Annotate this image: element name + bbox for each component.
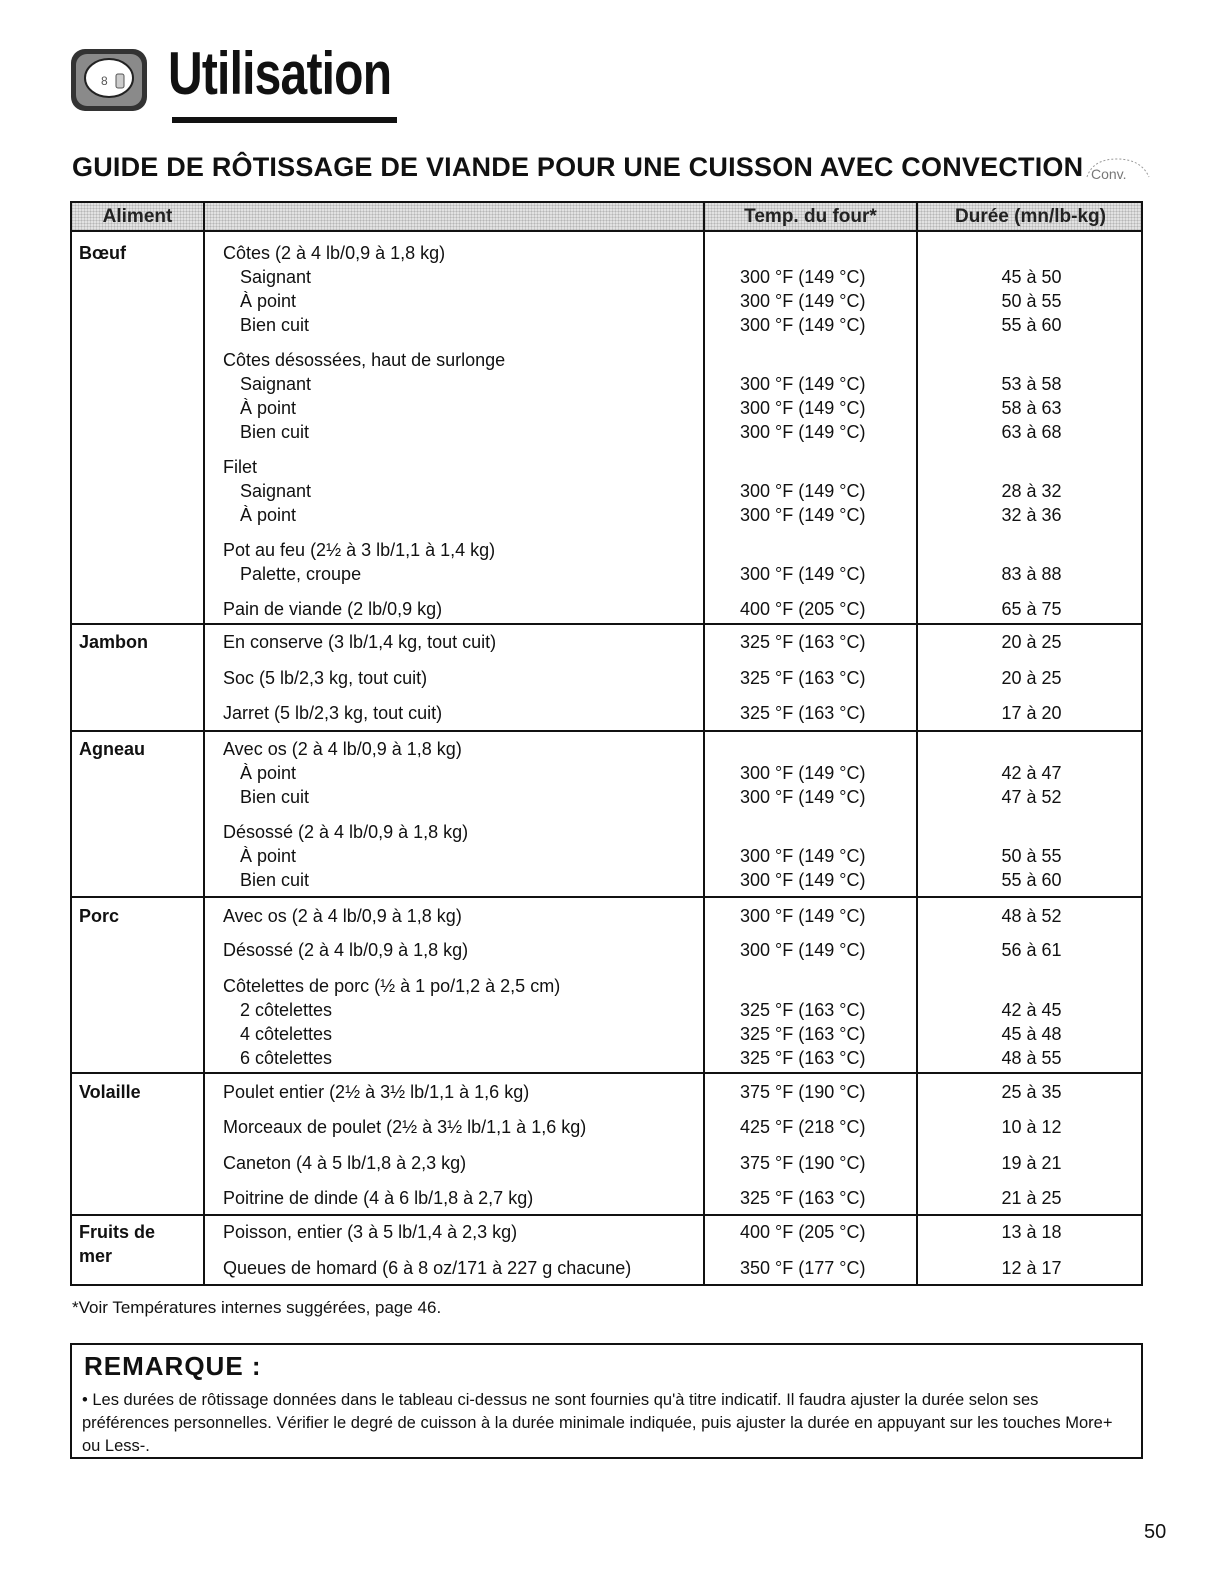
table-row	[72, 998, 1141, 1022]
table-row	[72, 904, 1141, 928]
row-desc: Pain de viande (2 lb/0,9 kg)	[223, 599, 443, 619]
title-underline	[172, 117, 397, 123]
utilisation-section-icon	[70, 48, 148, 112]
row-duration: 50 à 55	[1001, 846, 1062, 866]
row-desc: Saignant	[240, 481, 312, 501]
row-duration: 42 à 45	[1001, 1000, 1062, 1020]
table-row	[72, 761, 1141, 785]
row-duration: 56 à 61	[1001, 940, 1062, 960]
row-temp: 300 °F (149 °C)	[740, 564, 866, 584]
table-row	[72, 420, 1141, 444]
table-row	[72, 666, 1141, 690]
table-row	[72, 241, 1141, 265]
row-desc: Côtes désossées, haut de surlonge	[223, 350, 506, 370]
table-row	[72, 562, 1141, 586]
category-label: Agneau	[79, 739, 146, 759]
row-temp: 300 °F (149 °C)	[740, 398, 866, 418]
header-aliment: Aliment	[102, 206, 173, 227]
row-desc: À point	[240, 846, 297, 866]
table-row	[72, 820, 1141, 844]
row-temp: 300 °F (149 °C)	[740, 763, 866, 783]
row-duration: 55 à 60	[1001, 870, 1062, 890]
table-footnote: *Voir Températures internes suggérées, page 46.	[72, 1298, 442, 1317]
row-desc: Bien cuit	[240, 870, 310, 890]
row-desc: Soc (5 lb/2,3 kg, tout cuit)	[223, 668, 428, 688]
table-row	[72, 289, 1141, 313]
row-temp: 300 °F (149 °C)	[740, 787, 866, 807]
table-row	[72, 737, 1141, 761]
row-temp: 350 °F (177 °C)	[740, 1258, 866, 1278]
row-temp: 400 °F (205 °C)	[740, 1222, 866, 1242]
svg-text:8: 8	[101, 74, 108, 88]
row-temp: 325 °F (163 °C)	[740, 1024, 866, 1044]
row-desc: Saignant	[240, 374, 312, 394]
row-duration: 63 à 68	[1001, 422, 1062, 442]
table-row	[72, 503, 1141, 527]
row-temp: 325 °F (163 °C)	[740, 668, 866, 688]
group-divider	[72, 1214, 1141, 1216]
row-temp: 300 °F (149 °C)	[740, 846, 866, 866]
row-duration: 13 à 18	[1001, 1222, 1062, 1242]
row-temp: 300 °F (149 °C)	[740, 315, 866, 335]
row-temp: 300 °F (149 °C)	[740, 481, 866, 501]
row-duration: 50 à 55	[1001, 291, 1062, 311]
table-row	[72, 1115, 1141, 1139]
row-temp: 325 °F (163 °C)	[740, 1188, 866, 1208]
row-duration: 55 à 60	[1001, 315, 1062, 335]
row-duration: 17 à 20	[1001, 703, 1062, 723]
convection-conv-badge	[1083, 155, 1153, 189]
row-desc: Poisson, entier (3 à 5 lb/1,4 à 2,3 kg)	[223, 1222, 518, 1242]
row-desc: 2 côtelettes	[240, 1000, 333, 1020]
header-temp: Temp. du four*	[744, 206, 877, 227]
category-label: Jambon	[79, 632, 149, 652]
table-row	[72, 455, 1141, 479]
row-desc: Bien cuit	[240, 315, 310, 335]
page-number: 50	[1144, 1521, 1167, 1543]
row-desc: Filet	[223, 457, 258, 477]
row-desc: À point	[240, 505, 297, 525]
row-temp: 300 °F (149 °C)	[740, 870, 866, 890]
header-duree: Durée (mn/lb-kg)	[955, 206, 1106, 227]
page-title: Utilisation	[168, 40, 392, 107]
row-duration: 45 à 50	[1001, 267, 1062, 287]
row-duration: 48 à 52	[1001, 906, 1062, 926]
row-desc: Saignant	[240, 267, 312, 287]
row-desc: Côtes (2 à 4 lb/0,9 à 1,8 kg)	[223, 243, 446, 263]
table-row	[72, 313, 1141, 337]
category-label: Porc	[79, 906, 120, 926]
table-header	[72, 203, 1141, 232]
row-duration: 48 à 55	[1001, 1048, 1062, 1068]
row-desc: Morceaux de poulet (2½ à 3½ lb/1,1 à 1,6 kg)	[223, 1117, 587, 1137]
row-duration: 28 à 32	[1001, 481, 1062, 501]
table-row	[72, 1046, 1141, 1070]
header-blank	[205, 203, 703, 230]
row-temp: 300 °F (149 °C)	[740, 267, 866, 287]
table-row	[72, 1151, 1141, 1175]
table-row	[72, 597, 1141, 621]
row-temp: 300 °F (149 °C)	[740, 505, 866, 525]
row-duration: 47 à 52	[1001, 787, 1062, 807]
row-duration: 58 à 63	[1001, 398, 1062, 418]
row-desc: Côtelettes de porc (½ à 1 po/1,2 à 2,5 cm)	[223, 976, 561, 996]
row-duration: 19 à 21	[1001, 1153, 1062, 1173]
row-desc: Désossé (2 à 4 lb/0,9 à 1,8 kg)	[223, 822, 469, 842]
table-row	[72, 974, 1141, 998]
row-desc: Palette, croupe	[240, 564, 362, 584]
row-duration: 32 à 36	[1001, 505, 1062, 525]
row-duration: 65 à 75	[1001, 599, 1062, 619]
table-row	[72, 396, 1141, 420]
row-desc: Queues de homard (6 à 8 oz/171 à 227 g chacune)	[223, 1258, 632, 1278]
row-duration: 20 à 25	[1001, 668, 1062, 688]
row-temp: 375 °F (190 °C)	[740, 1082, 866, 1102]
table-row	[72, 1022, 1141, 1046]
row-duration: 53 à 58	[1001, 374, 1062, 394]
table-row	[72, 265, 1141, 289]
category-label: Fruits de mer	[79, 1222, 156, 1266]
row-duration: 45 à 48	[1001, 1024, 1062, 1044]
table-row	[72, 1256, 1141, 1280]
row-temp: 300 °F (149 °C)	[740, 940, 866, 960]
row-desc: Jarret (5 lb/2,3 kg, tout cuit)	[223, 703, 443, 723]
row-temp: 375 °F (190 °C)	[740, 1153, 866, 1173]
row-desc: En conserve (3 lb/1,4 kg, tout cuit)	[223, 632, 497, 652]
table-row	[72, 630, 1141, 654]
row-desc: Avec os (2 à 4 lb/0,9 à 1,8 kg)	[223, 906, 462, 926]
roasting-guide-table	[70, 201, 1143, 1286]
group-divider	[72, 730, 1141, 732]
table-row	[72, 348, 1141, 372]
table-row	[72, 938, 1141, 962]
row-duration: 83 à 88	[1001, 564, 1062, 584]
table-row	[72, 868, 1141, 892]
row-temp: 425 °F (218 °C)	[740, 1117, 866, 1137]
row-desc: 6 côtelettes	[240, 1048, 333, 1068]
row-duration: 21 à 25	[1001, 1188, 1062, 1208]
row-temp: 325 °F (163 °C)	[740, 703, 866, 723]
row-temp: 325 °F (163 °C)	[740, 1000, 866, 1020]
row-desc: 4 côtelettes	[240, 1024, 333, 1044]
group-divider	[72, 1072, 1141, 1074]
guide-subtitle: GUIDE DE RÔTISSAGE DE VIANDE POUR UNE CUISSON AVEC CONVECTION	[72, 152, 1084, 182]
conv-label: Conv.	[1091, 166, 1127, 182]
row-temp: 400 °F (205 °C)	[740, 599, 866, 619]
row-desc: Caneton (4 à 5 lb/1,8 à 2,3 kg)	[223, 1153, 467, 1173]
category-label: Volaille	[79, 1082, 141, 1102]
group-divider	[72, 896, 1141, 898]
row-temp: 325 °F (163 °C)	[740, 632, 866, 652]
row-desc: Poulet entier (2½ à 3½ lb/1,1 à 1,6 kg)	[223, 1082, 530, 1102]
row-temp: 300 °F (149 °C)	[740, 374, 866, 394]
table-row	[72, 372, 1141, 396]
table-row	[72, 701, 1141, 725]
row-duration: 20 à 25	[1001, 632, 1062, 652]
row-desc: Avec os (2 à 4 lb/0,9 à 1,8 kg)	[223, 739, 462, 759]
row-desc: Désossé (2 à 4 lb/0,9 à 1,8 kg)	[223, 940, 469, 960]
table-row	[72, 1080, 1141, 1104]
remarque-box	[70, 1343, 1143, 1459]
table-row	[72, 1186, 1141, 1210]
table-row	[72, 785, 1141, 809]
table-row	[72, 479, 1141, 503]
remarque-text: • Les durées de rôtissage données dans le tableau ci-dessus ne sont fournies qu'à titre indicatif. Il faudra ajuster la durée selon ses préférences personnelles. Vérifier le degré de cuisson à la durée minimale indiquée, puis ajuster la durée en appuyant sur les touches More+ ou Less-.	[82, 1391, 1113, 1455]
row-desc: À point	[240, 291, 297, 311]
table-row	[72, 538, 1141, 562]
row-duration: 12 à 17	[1001, 1258, 1062, 1278]
row-temp: 300 °F (149 °C)	[740, 906, 866, 926]
row-desc: Bien cuit	[240, 787, 310, 807]
row-duration: 42 à 47	[1001, 763, 1062, 783]
remarque-title: REMARQUE :	[84, 1351, 262, 1381]
row-temp: 300 °F (149 °C)	[740, 291, 866, 311]
group-divider	[72, 623, 1141, 625]
row-desc: À point	[240, 398, 297, 418]
row-desc: Pot au feu (2½ à 3 lb/1,1 à 1,4 kg)	[223, 540, 496, 560]
row-temp: 300 °F (149 °C)	[740, 422, 866, 442]
row-desc: Bien cuit	[240, 422, 310, 442]
table-row	[72, 844, 1141, 868]
row-desc: Poitrine de dinde (4 à 6 lb/1,8 à 2,7 kg)	[223, 1188, 534, 1208]
row-temp: 325 °F (163 °C)	[740, 1048, 866, 1068]
row-desc: À point	[240, 763, 297, 783]
category-label: Bœuf	[79, 243, 126, 263]
row-duration: 10 à 12	[1001, 1117, 1062, 1137]
row-duration: 25 à 35	[1001, 1082, 1062, 1102]
table-row	[72, 1220, 1141, 1244]
